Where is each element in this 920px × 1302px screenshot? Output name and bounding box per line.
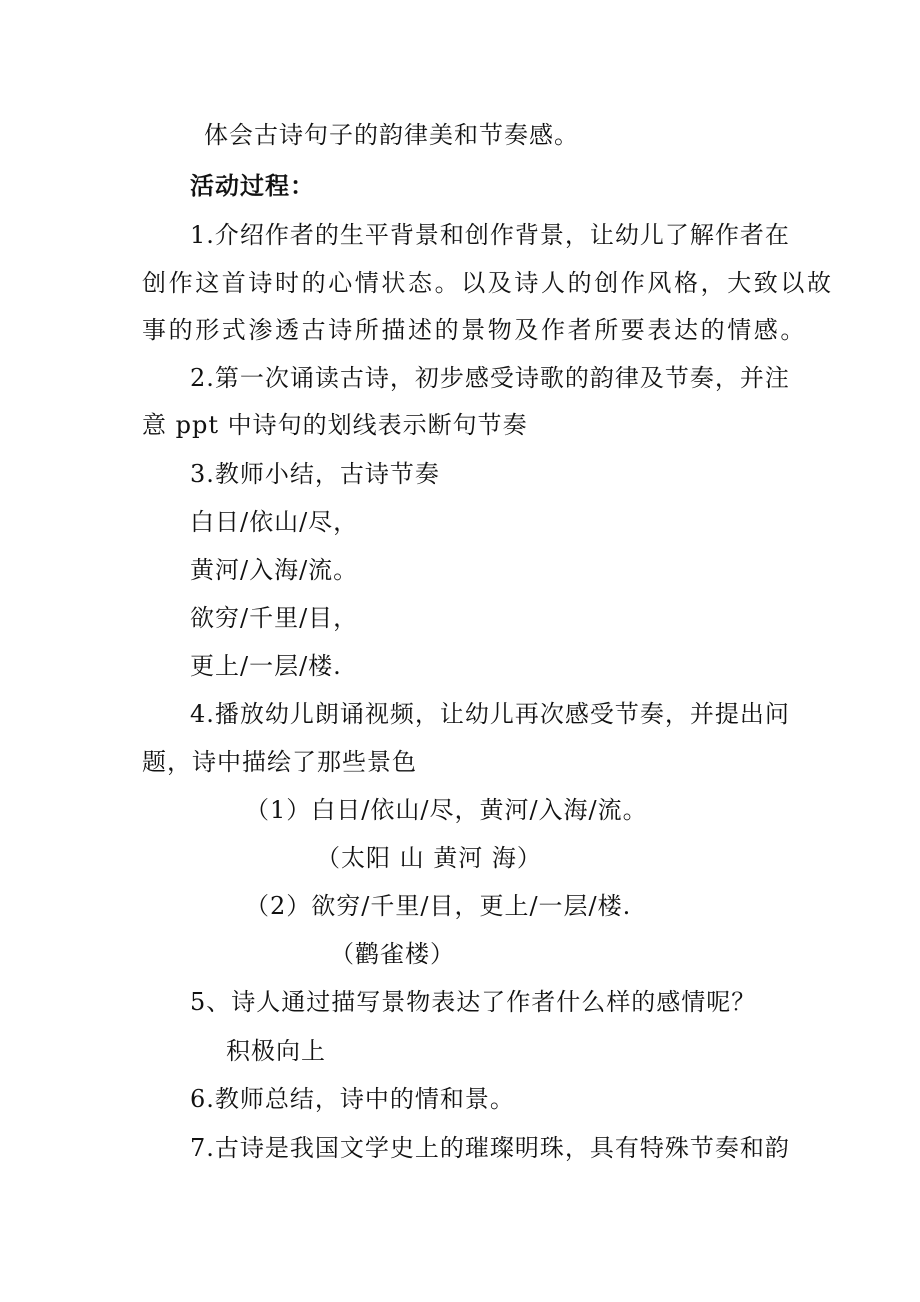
poem-line-3: 欲穷/千里/目， bbox=[190, 604, 359, 632]
step4-answer-1: （太阳 山 黄河 海） bbox=[316, 844, 542, 872]
step4-line1: 4.播放幼儿朗诵视频，让幼儿再次感受节奏，并提出问 bbox=[190, 700, 790, 728]
intro-line: 体会古诗句子的韵律美和节奏感。 bbox=[204, 121, 579, 149]
step3-line1: 3.教师小结，古诗节奏 bbox=[190, 460, 440, 488]
step4-line2: 题，诗中描绘了那些景色 bbox=[142, 748, 417, 776]
step5-answer: 积极向上 bbox=[226, 1037, 326, 1065]
step2-line2: 意 ppt 中诗句的划线表示断句节奏 bbox=[142, 411, 528, 439]
section-heading: 活动过程： bbox=[190, 171, 315, 200]
step4-answer-2: （鹳雀楼） bbox=[330, 940, 455, 968]
step1-line1: 1.介绍作者的生平背景和创作背景，让幼儿了解作者在 bbox=[190, 221, 790, 249]
poem-line-2: 黄河/入海/流。 bbox=[190, 556, 359, 584]
step1-line3: 事的形式渗透古诗所描述的景物及作者所要表达的情感。 bbox=[142, 316, 807, 344]
step4-question-2: （2）欲穷/千里/目，更上/一层/楼. bbox=[245, 892, 632, 920]
step1-line2: 创作这首诗时的心情状态。以及诗人的创作风格，大致以故 bbox=[142, 269, 834, 297]
poem-line-4: 更上/一层/楼. bbox=[190, 652, 342, 680]
step4-question-1: （1）白日/依山/尽，黄河/入海/流。 bbox=[245, 796, 648, 824]
step5-line1: 5、诗人通过描写景物表达了作者什么样的感情呢？ bbox=[190, 988, 757, 1016]
step6-line1: 6.教师总结，诗中的情和景。 bbox=[190, 1085, 515, 1113]
step2-line1: 2.第一次诵读古诗，初步感受诗歌的韵律及节奏，并注 bbox=[190, 364, 790, 392]
poem-line-1: 白日/依山/尽， bbox=[190, 508, 359, 536]
step7-line1: 7.古诗是我国文学史上的璀璨明珠，具有特殊节奏和韵 bbox=[190, 1134, 790, 1162]
